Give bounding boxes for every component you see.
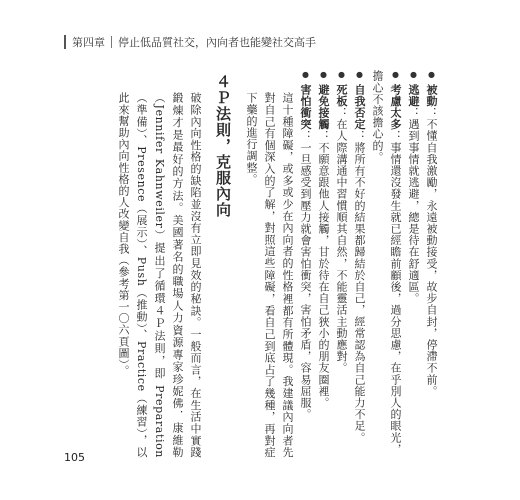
list-item: [422, 70, 440, 458]
list-item: [296, 70, 314, 458]
chapter-label: 第四章: [72, 36, 105, 49]
section-heading: ４Ｐ法則，克服內向: [214, 74, 232, 218]
bullet-icon: ●: [391, 70, 400, 80]
bullet-icon: ●: [301, 70, 310, 80]
definition: ：事情還沒發生就已經瞻前顧後，過分思慮，在乎別人的眼光，擔心不該擔心的。: [371, 70, 402, 455]
term: 害怕衝突: [299, 83, 312, 131]
header-bar: [64, 35, 66, 49]
term: 被動: [425, 83, 438, 107]
definition: ：不願意跟他人接觸，甘於待在自己狹小的朋友圈裡。: [317, 130, 330, 409]
page-number: 105: [64, 451, 85, 464]
term: 避免接觸: [317, 83, 330, 131]
running-header: [64, 34, 316, 50]
paragraph-summary: 這十種障礙，或多或少在內向者的性格裡都有所體現。我建議內向者先對自己有個深入的了解，對照這些障礙，看自己到底占了幾種，再對症下藥的進行調整。: [245, 92, 294, 458]
chapter-title: 停止低品質社交，內向者也能變社交高手: [118, 36, 316, 49]
bullet-icon: ●: [319, 70, 328, 80]
bullet-icon: ●: [427, 70, 436, 80]
list-item: [314, 70, 332, 458]
bullet-icon: ●: [409, 70, 418, 80]
term: 考慮太多: [389, 83, 402, 131]
paragraph-4p-rule: 破除內向性格的缺陷並沒有立即見效的秘訣。一般而言，在生活中實踐鍛煉才是最好的方法。美國著名的職場人力資源專家珍妮佛．康維勒（Jennifer Kahnweiler）提出了循環４Ｐ法則，即 Preparation（準備）、Presence（展示）、Push（推動）、Practice（練習），以此來幫助內向性格的人改變自我（參考第一〇六頁圖）。: [117, 92, 202, 458]
vertical-body-text: [64, 70, 440, 458]
list-item: [332, 70, 350, 458]
definition: ：將所有不好的結果都歸結於自己，經常認為自己能力不足。: [353, 130, 366, 444]
bullet-icon: ●: [337, 70, 346, 80]
definition: ：在人際溝通中習慣順其自然，不能靈活主動應對。: [335, 106, 348, 374]
list-item: [404, 70, 422, 458]
list-item: [368, 70, 404, 458]
term: 逃避: [407, 83, 420, 107]
list-item: [350, 70, 368, 458]
obstacle-list: [296, 70, 440, 458]
term: 死板: [335, 83, 348, 107]
bullet-icon: ●: [355, 70, 364, 80]
definition: ：遇到事情就逃避，總是待在舒適區。: [407, 106, 420, 305]
definition: ：不懂自我激勵，永遠被動接受，故步自封，停滯不前。: [425, 106, 438, 397]
term: 自我否定: [353, 83, 366, 131]
header-separator: [111, 36, 112, 48]
definition: ：一旦感受到壓力就會害怕衝突，害怕矛盾，容易屈服。: [299, 130, 312, 421]
